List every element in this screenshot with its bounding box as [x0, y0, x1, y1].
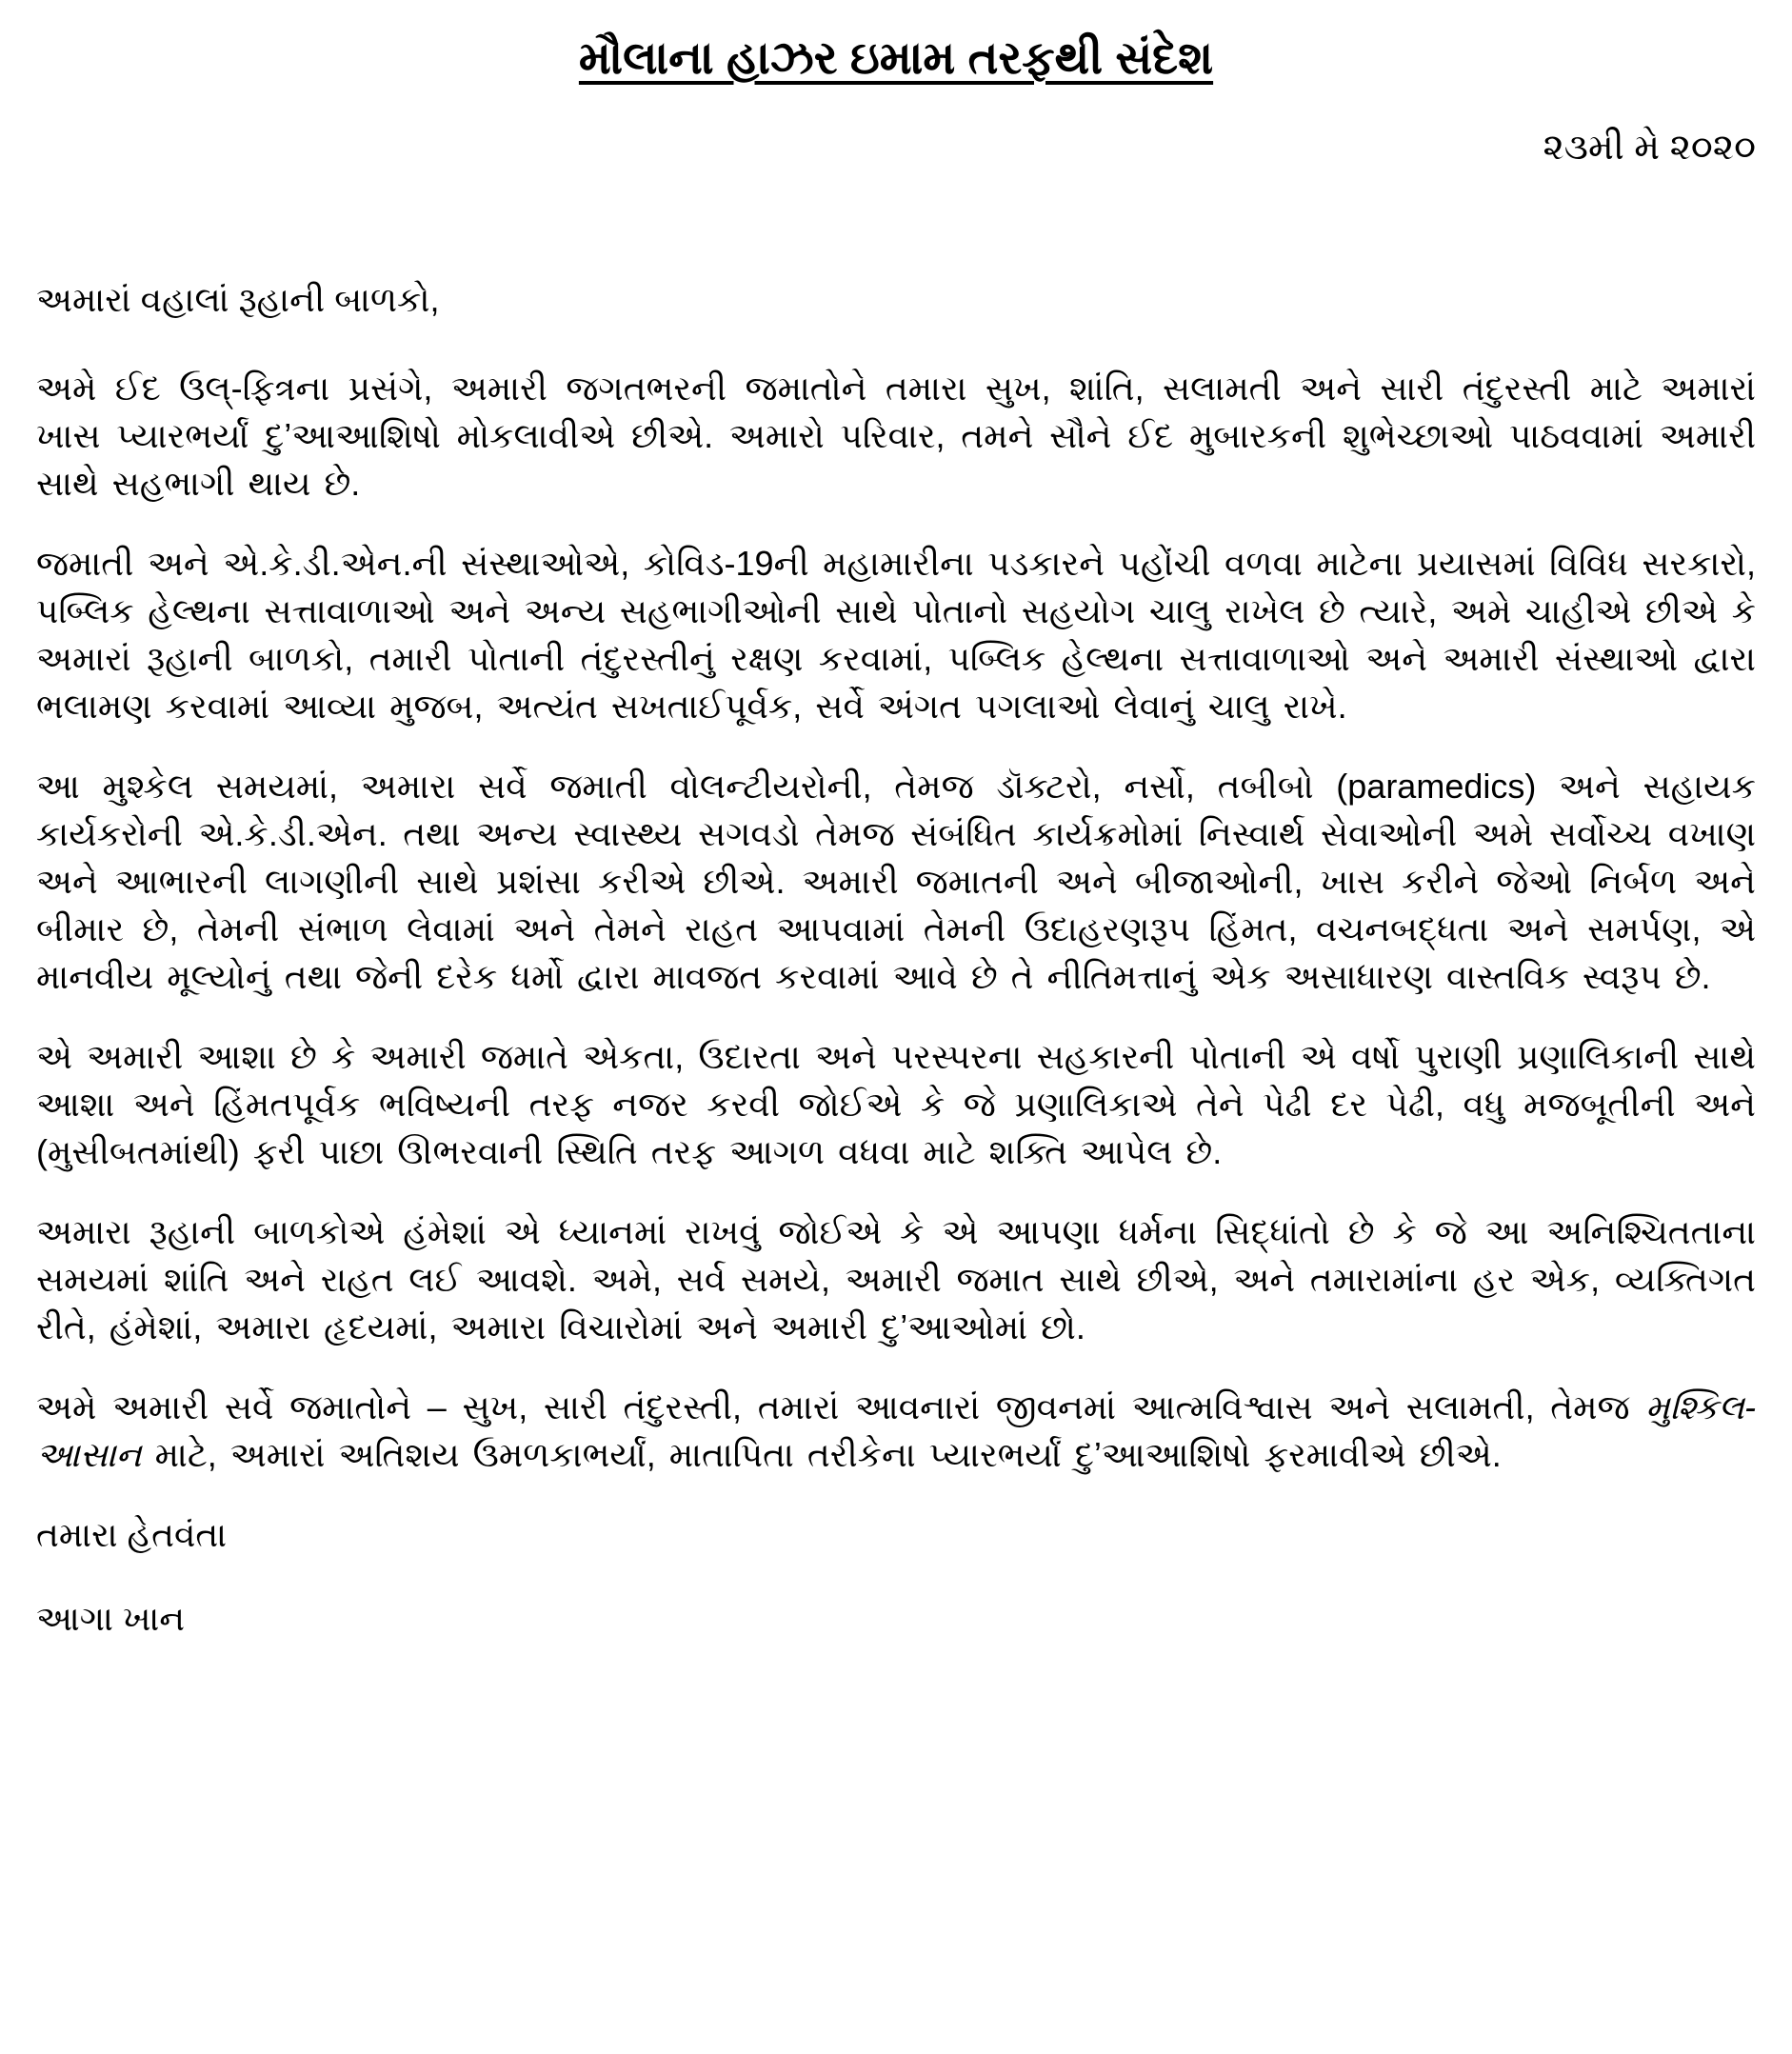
paragraph-eid-greeting: અમે ઈદ ઉલ્-ફિત્રના પ્રસંગે, અમારી જગતભરની જમાતોને તમારા સુખ, શાંતિ, સલામતી અને સારી તંદુરસ્તી માટે અમારાં ખાસ પ્યારભર્યાં દુ’આઆશિષો મોકલાવીએ છીએ. અમારો પરિવાર, તમને સૌને ઈદ મુબારકની શુભેચ્છાઓ પાઠવવામાં અમારી સાથે સહભાગી થાય છે. — [36, 369, 1756, 503]
page-title — [0, 29, 1792, 90]
signature: આગા ખાન — [36, 1599, 186, 1638]
paragraph-blessings — [36, 1384, 1756, 1479]
paragraph-covid-precautions: જમાતી અને એ.કે.ડી.એન.ની સંસ્થાઓએ, કોવિડ-19ની મહામારીના પડકારને પહોંચી વળવા માટેના પ્રયાસમાં વિવિધ સરકારો, પબ્લિક હેલ્થના સત્તાવાળાઓ અને અન્ય સહભાગીઓની સાથે પોતાનો સહયોગ ચાલુ રાખેલ છે ત્યારે, અમે ચાહીએ છીએ કે અમારાં રૂહાની બાળકો, તમારી પોતાની તંદુરસ્તીનું રક્ષણ કરવામાં, પબ્લિક હેલ્થના સત્તાવાળાઓ અને અમારી સંસ્થાઓ દ્વારા ભલામણ કરવામાં આવ્યા મુજબ, અત્યંત સખતાઈપૂર્વક, સર્વે અંગત પગલાઓ લેવાનું ચાલુ રાખે. — [36, 544, 1756, 726]
paragraph-volunteer-appreciation: આ મુશ્કેલ સમયમાં, અમારા સર્વે જમાતી વોલન્ટીયરોની, તેમજ ડૉક્ટરો, નર્સો, તબીબો (paramedics) અને સહાયક કાર્યકરોની એ.કે.ડી.એન. તથા અન્ય સ્વાસ્થ્ય સગવડો તેમજ સંબંધિત કાર્યક્રમોમાં નિસ્વાર્થ સેવાઓની અમે સર્વોચ્ચ વખાણ અને આભારની લાગણીની સાથે પ્રશંસા કરીએ છીએ. અમારી જમાતની અને બીજાઓની, ખાસ કરીને જેઓ નિર્બળ અને બીમાર છે, તેમની સંભાળ લેવામાં અને તેમને રાહત આપવામાં તેમની ઉદાહરણરૂપ હિંમત, વચનબદ્ધતા અને સમર્પણ, એ માનવીય મૂલ્યોનું તથા જેની દરેક ધર્મો દ્વારા માવજત કરવામાં આવે છે તે નીતિમત્તાનું એક અસાધારણ વાસ્તવિક સ્વરૂપ છે. — [36, 767, 1756, 996]
paragraph-faith-principles: અમારા રૂહાની બાળકોએ હંમેશાં એ ધ્યાનમાં રાખવું જોઈએ કે એ આપણા ધર્મના સિદ્ધાંતો છે કે જે આ અનિશ્ચિતતાના સમયમાં શાંતિ અને રાહત લઈ આવશે. અમે, સર્વ સમયે, અમારી જમાત સાથે છીએ, અને તમારામાંના હર એક, વ્યક્તિગત રીતે, હંમેશાં, અમારા હૃદયમાં, અમારા વિચારોમાં અને અમારી દુ’આઓમાં છો. — [36, 1212, 1756, 1346]
blessings-italic-term: મુશ્કિલ-આસાન — [36, 1387, 1756, 1474]
salutation: અમારાં વહાલાં રૂહાની બાળકો, — [36, 280, 440, 319]
title-text: મૌલાના હાઝર ઇમામ તરફથી સંદેશ — [578, 33, 1214, 84]
blessings-text-start: અમે અમારી સર્વે જમાતોને – સુખ, સારી તંદુરસ્તી, તમારાં આવનારાં જીવનમાં આત્મવિશ્વાસ અને સલામતી, તેમજ — [36, 1387, 1646, 1426]
letter-body — [36, 276, 1756, 1643]
paragraph-hope-future: એ અમારી આશા છે કે અમારી જમાતે એકતા, ઉદારતા અને પરસ્પરના સહકારની પોતાની એ વર્ષો પુરાણી પ્રણાલિકાની સાથે આશા અને હિંમતપૂર્વક ભવિષ્યની તરફ નજર કરવી જોઈએ કે જે પ્રણાલિકાએ તેને પેઢી દર પેઢી, વધુ મજબૂતીની અને (મુસીબતમાંથી) ફરી પાછા ઊભરવાની સ્થિતિ તરફ આગળ વધવા માટે શક્તિ આપેલ છે. — [36, 1037, 1756, 1171]
letter-date: ૨૩મી મે ૨૦૨૦ — [1543, 128, 1756, 168]
closing: તમારા હેતવંતા — [36, 1515, 228, 1554]
blessings-text-end: માટે, અમારાં અતિશય ઉમળકાભર્યાં, માતાપિતા તરીકેના પ્યારભર્યાં દુ’આઆશિષો ફરમાવીએ છીએ. — [141, 1435, 1502, 1474]
